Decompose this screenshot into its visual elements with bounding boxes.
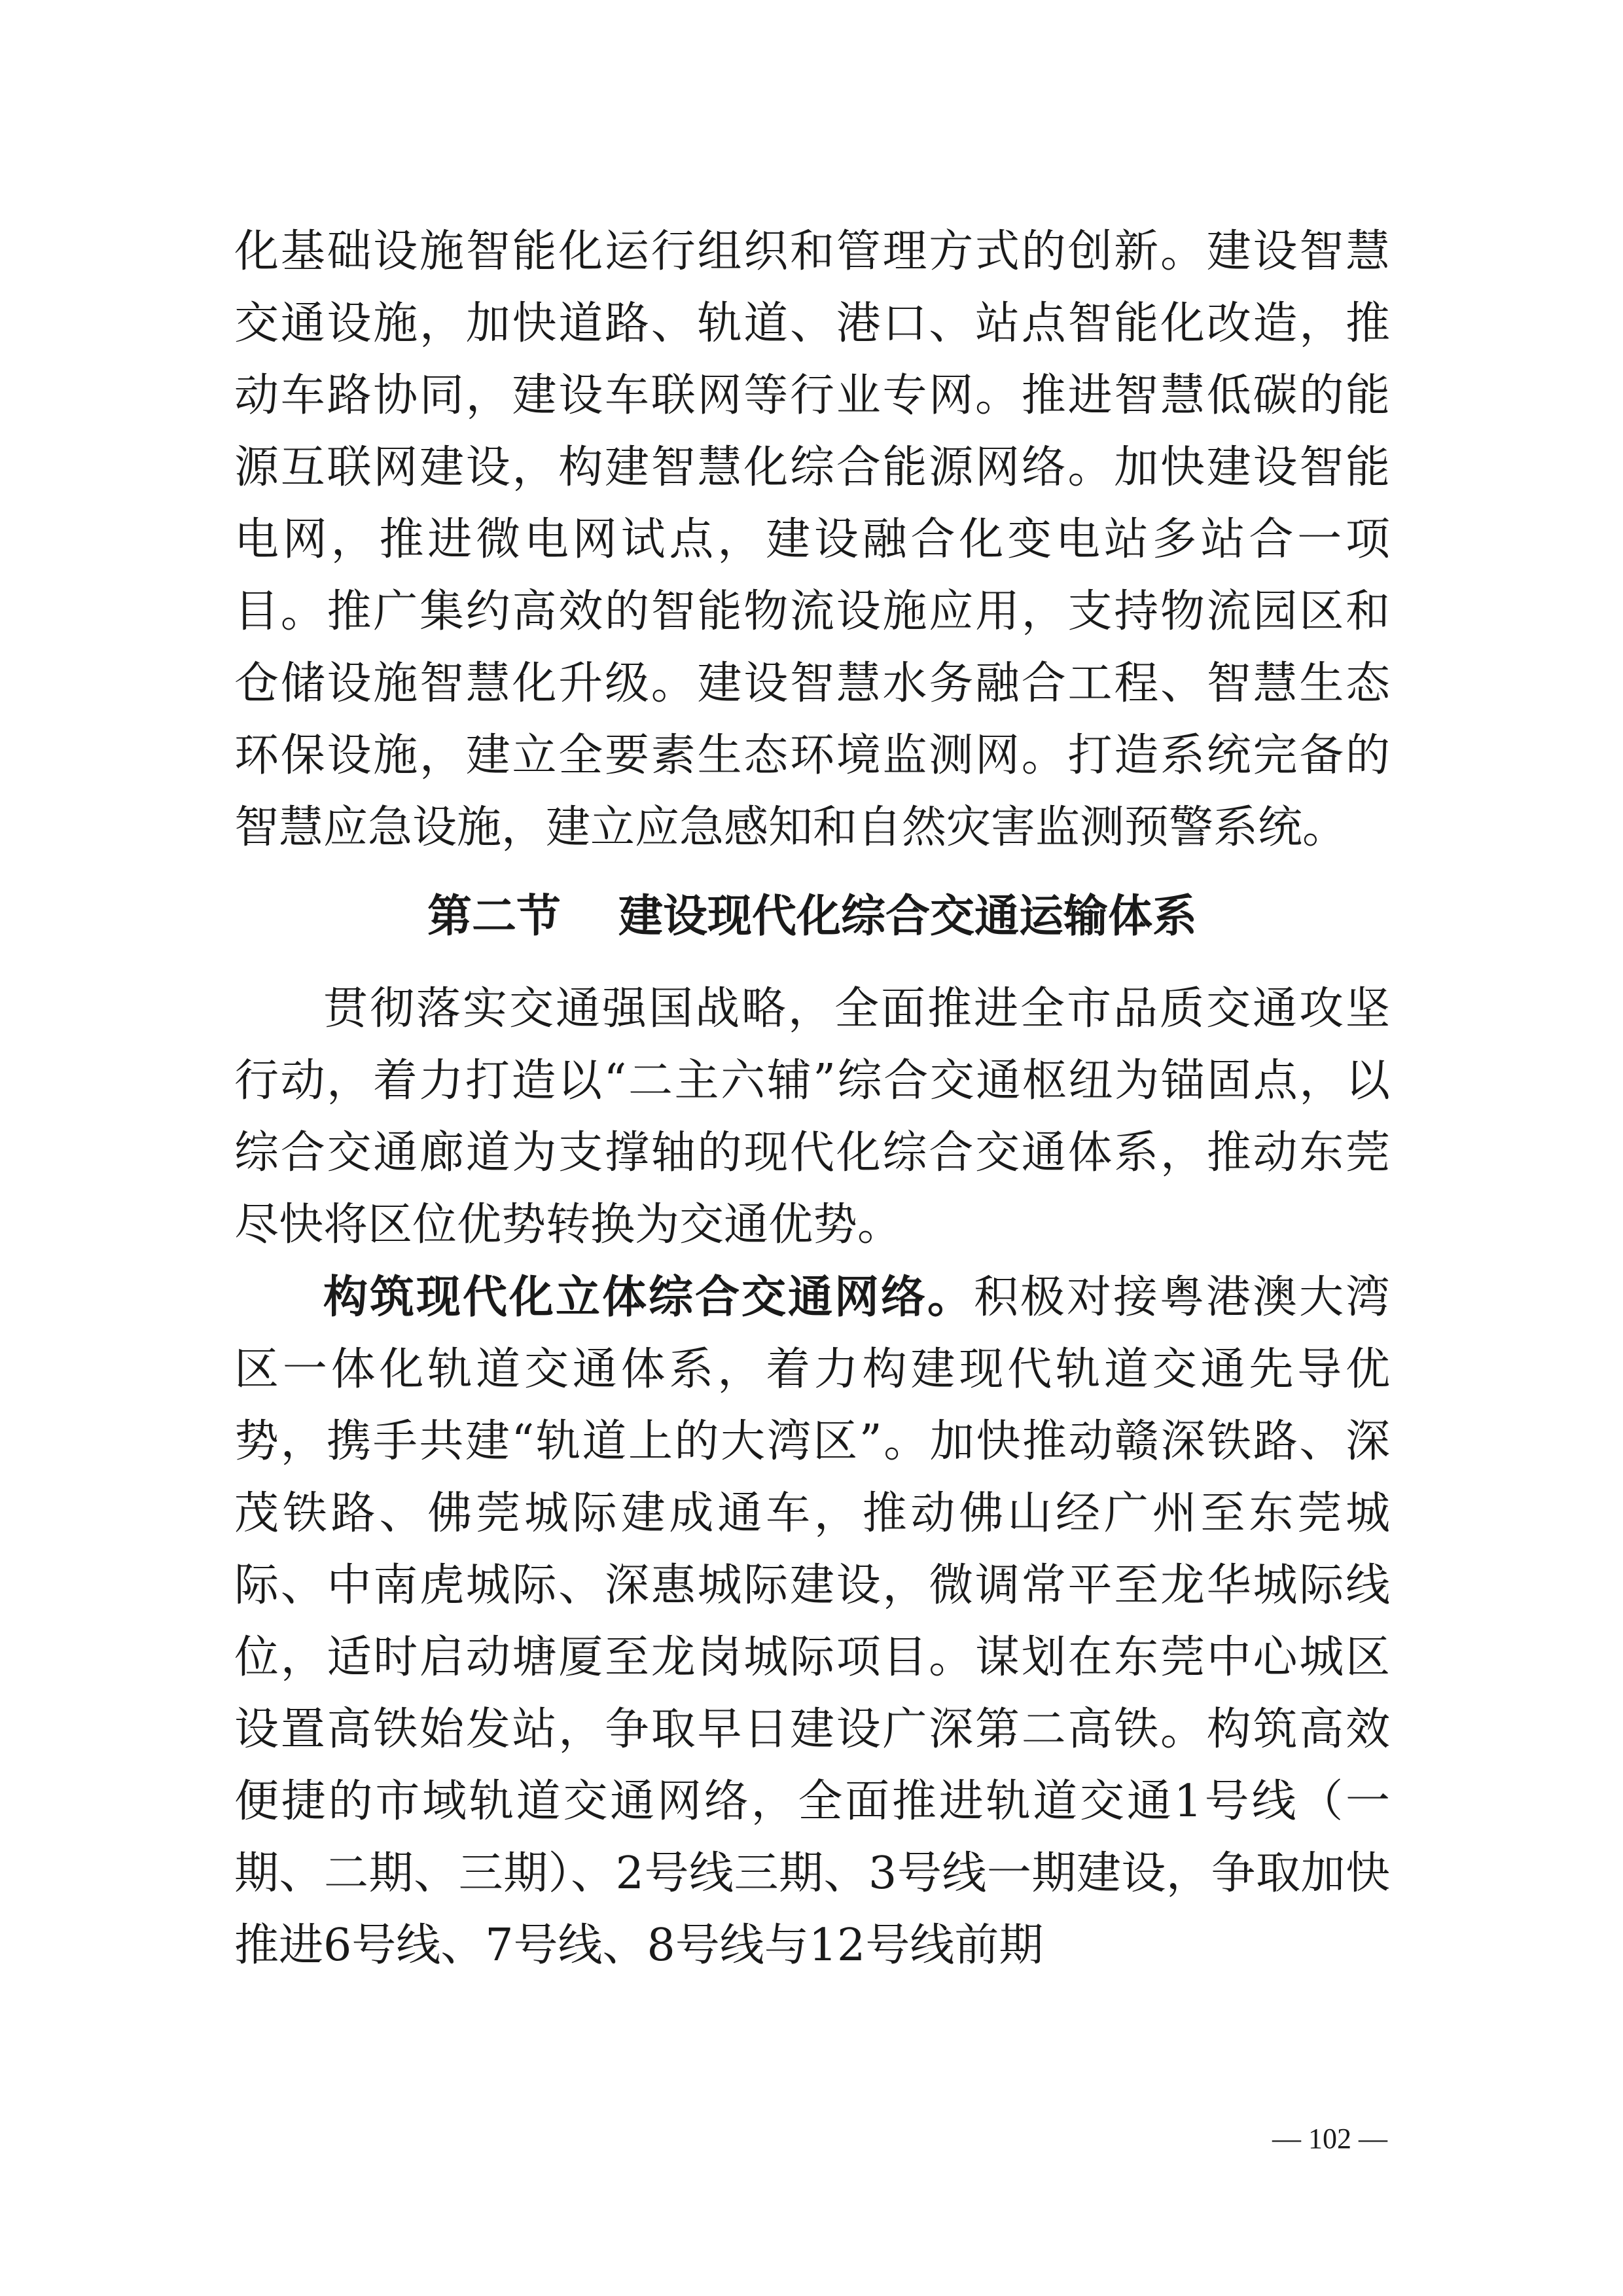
paragraph-text: 积极对接粤港澳大湾区一体化轨道交通体系，着力构建现代轨道交通先导优势，携手共建“轨道上的大湾区”。加快推动赣深铁路、深茂铁路、佛莞城际建成通车，推动佛山经广州至东莞城际、中南虎城际、深惠城际建设，微调常平至龙华城际线位，适时启动塘厦至龙岗城际项目。谋划在东莞中心城区设置高铁始发站，争取早日建设广深第二高铁。构筑高效便捷的市域轨道交通网络，全面推进轨道交通1号线（一期、二期、三期）、2号线三期、3号线一期建设，争取加快推进6号线、7号线、8号线与12号线前期 <box>234 1272 1390 1971</box>
body-paragraph-2 <box>234 973 1390 1261</box>
section-title: 建设现代化综合交通运输体系 <box>618 891 1198 942</box>
paragraph-lead: 构筑现代化立体综合交通网络。 <box>323 1271 974 1323</box>
body-paragraph-1: 化基础设施智能化运行组织和管理方式的创新。建设智慧交通设施，加快道路、轨道、港口、站点智能化改造，推动车路协同，建设车联网等行业专网。推进智慧低碳的能源互联网建设，构建智慧化综合能源网络。加快建设智能电网，推进微电网试点，建设融合化变电站多站合一项目。推广集约高效的智能物流设施应用，支持物流园区和仓储设施智慧化升级。建设智慧水务融合工程、智慧生态环保设施，建立全要素生态环境监测网。打造系统完备的智慧应急设施，建立应急感知和自然灾害监测预警系统。 <box>234 226 1390 853</box>
section-heading <box>234 881 1390 953</box>
document-page <box>234 216 1390 1982</box>
paragraph-text: 贯彻落实交通强国战略，全面推进全市品质交通攻坚行动，着力打造以“二主六辅”综合交通枢纽为锚固点，以综合交通廊道为支撑轴的现代化综合交通体系，推动东莞尽快将区位优势转换为交通优势。 <box>234 983 1390 1251</box>
page-number: — 102 — <box>1272 2123 1387 2155</box>
section-number: 第二节 <box>427 891 561 942</box>
body-paragraph-3 <box>234 1261 1390 1982</box>
